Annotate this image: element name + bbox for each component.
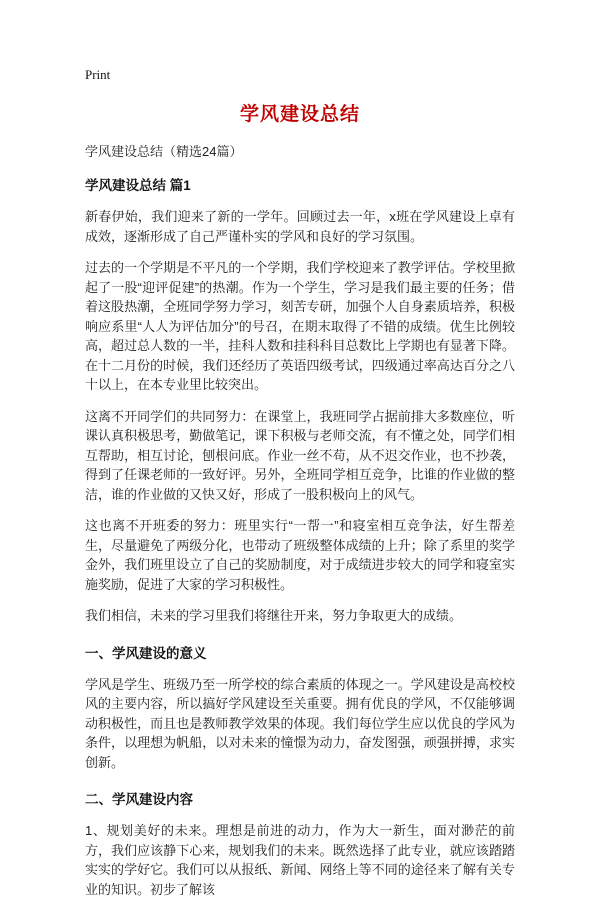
heading-significance: 一、学风建设的意义	[85, 645, 207, 661]
page-title: 学风建设总结	[239, 104, 360, 125]
print-button[interactable]: Print	[85, 67, 111, 82]
paragraph-outlook: 我们相信，未来的学习里我们将继往开来，努力争取更大的成绩。	[85, 608, 463, 623]
paragraph-intro: 新春伊始，我们迎来了新的一学年。回顾过去一年，x班在学风建设上卓有成效，逐渐形成了自己严谨朴实的学风和良好的学习氛围。	[85, 209, 515, 244]
heading-content: 二、学风建设内容	[85, 792, 193, 807]
article-section-title: 学风建设总结 篇1	[85, 178, 191, 193]
paragraph-plan-future: 1、规划美好的未来。理想是前进的动力，作为大一新生，面对渺茫的前方，我们应该静下心来，规划我们的未来。既然选择了此专业，就应该踏踏实实的学好它。我们可以从报纸、新闻、网络上等不同的途径来了解有关专业的知识。初步了解该	[85, 823, 515, 897]
article-subtitle: 学风建设总结（精选24篇）	[85, 144, 243, 159]
paragraph-significance: 学风是学生、班级乃至一所学校的综合素质的体现之一。学风建设是高校校风的主要内容，所以搞好学风建设至关重要。拥有优良的学风，不仅能够调动积极性，而且也是教师教学效果的体现。我们每位学生应以优良的学风为条件，以理想为帆船，以对未来的憧憬为动力，奋发图强，顽强拼搏，求实创新。	[85, 676, 515, 770]
paragraph-class-committee: 这也离不开班委的努力：班里实行“一帮一”和寝室相互竞争法，好生帮差生，尽量避免了两级分化，也带动了班级整体成绩的上升；除了系里的奖学金外，我们班里设立了自己的奖励制度，对于成绩进步较大的同学和寝室实施奖励，促进了大家的学习积极性。	[85, 518, 515, 592]
paragraph-semester-review: 过去的一个学期是不平凡的一个学期，我们学校迎来了教学评估。学校里掀起了一股“迎评促建”的热潮。作为一个学生，学习是我们最主要的任务；借着这股热潮，全班同学努力学习，刻苦专研，加强个人自身素质培养，积极响应系里“人人为评估加分”的号召，在期末取得了不错的成绩。优生比例较高，超过总人数的一半，挂科人数和挂科科目总数比上学期也有显著下降。在十二月份的时候，我们还经历了英语四级考试，四级通过率高达百分之八十以上，在本专业里比较突出。	[85, 260, 515, 392]
paragraph-students-effort: 这离不开同学们的共同努力：在课堂上，我班同学占据前排大多数座位，听课认真积极思考，勤做笔记，课下积极与老师交流，有不懂之处，同学们相互帮助，相互讨论，刨根问底。作业一丝不苟，从不迟交作业，也不抄袭，得到了任课老师的一致好评。另外，全班同学相互竞争，比谁的作业做的整洁，谁的作业做的又快又好，形成了一股积极向上的风气。	[85, 408, 515, 502]
